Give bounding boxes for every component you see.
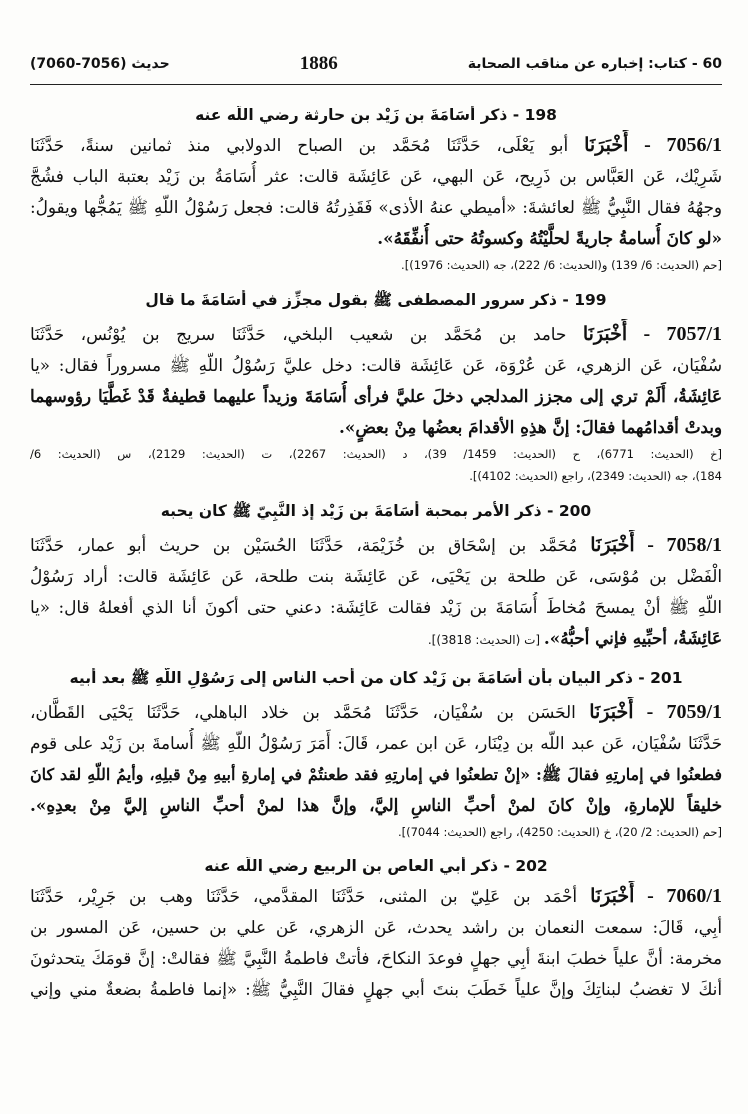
hadith-7059-reference: [حم (الحديث: 2/ 20)، خ (الحديث: 4250)، راجع (الحديث: 7044)].: [397, 825, 722, 839]
section-202-title: 202 - ذكر أبي العاص بن الربيع رضي اللّه عنه: [204, 857, 548, 875]
hadith-7057-line-4: وبدتْ أقدامُهما فقالَ: إنَّ هذِهِ الأقدامَ بعضُها مِنْ بعضٍ».: [339, 417, 722, 437]
text: مُحَمَّد بن إسْحَاق بن خُزَيْمَة، حَدَّثَنَا الحُسَيْن بن حريث أبو عمار، حَدَّثَنَا: [30, 535, 578, 555]
hadith-7059-line-4: خليقاً للإمارةِ، وإنْ كانَ لمنْ أحبِّ الناسِ إليَّ، وإنَّ هذا لمنْ أحبِّ الناسِ إليَّ مِنْ بعدِهِ».: [30, 795, 722, 815]
hadith-7060-line-3: مخرمة: أنَّ علياً خطبَ ابنةَ أبِي جهلٍ فوعدَ النكاحَ، فأتتْ فاطمةُ النَّبِيَّ ﷺ فقالتْ: إنَّ قومَكَ يتحدثونَ: [30, 948, 722, 968]
hadith-7060-line-1: [30, 881, 722, 912]
text: الحَسَن بن سُفْيَان، حَدَّثَنَا مُحَمَّد بن خلاد الباهلي، حَدَّثَنَا يَحْيَى القَطَّان،: [30, 702, 576, 722]
hadith-7058-line-1: [30, 530, 722, 561]
hadith-7057-reference-1: [خ (الحديث: 6771)، ح (الحديث: 1459/ 39)، د (الحديث: 2267)، ت (الحديث: 2129)، س (الحديث: 6/: [30, 447, 722, 461]
hadith-number: 7057/1 -: [627, 323, 722, 345]
hadith-number: 7056/1 -: [628, 134, 722, 156]
hadith-7058-line-3: اللّهِ ﷺ أنْ يمسحَ مُخاطَ أُسَامَةَ بن زَيْد فقالت عَائِشَة: دعني حتى أكونَ أنا الذي أفعلهُ قال: «يا: [30, 597, 722, 617]
text: أحْمَد بن عَلِيّ بن المثنى، حَدَّثَنَا المقدَّمي، حَدَّثَنَا وهب بن جَرِيْر، حَدَّثَنَا: [30, 886, 578, 906]
hadith-7056-line-2: شَرِيْك، عَن العَبَّاس بن ذَرِيح، عَن البهي، عَن عَائِشَة قالت: عثر أُسَامَةُ بن زَيْد بعتبة الباب فشُجَّ: [30, 166, 722, 186]
section-198-title: 198 - ذكر أُسَامَةَ بن زَيْد بن حارثة رضي اللّه عنه: [195, 106, 557, 124]
hadith-7059-line-2: حَدَّثَنَا سُفْيَان، عَن عبد اللّه بن دِيْنَار، عَن ابن عمر، قَالَ: أَمَرَ رَسُوْلُ اللّهِ ﷺ أُسامةَ بن زَيْد على قوم: [30, 733, 722, 753]
hadith-7056-line-1: [30, 130, 722, 161]
prophet-quote: عَائِشَةُ، أحبِّيهِ فإني أحبُّهُ».: [543, 628, 722, 648]
hadith-7057-line-3: عَائِشَةُ، أَلَمْ تري إلى مجزز المدلجي دخلَ عليَّ فرأى أُسَامَةَ وزيداً عليهما قطيفةٌ قَدْ غَطَّيَا رؤوسهما: [30, 386, 722, 406]
hadith-7056-line-3: وجهُهُ فقال النَّبِيُّ ﷺ لعائشةَ: «أميطي عنهُ الأذى» فَقَذِرتُهُ قالت: فجعل رَسُوْلُ اللّهِ ﷺ يَمُجُّها ويقولُ:: [30, 197, 722, 217]
section-201-title: 201 - ذكر البيان بأن أُسَامَةَ بن زَيْد كان من أحب الناس إلى رَسُوْلِ اللّهِ ﷺ بعد أبيه: [69, 669, 683, 687]
hadith-7057-line-1: [30, 319, 722, 350]
text: حامد بن مُحَمَّد بن شعيب البلخي، حَدَّثَنَا سريج بن يُوْنُس، حَدَّثَنَا: [30, 324, 567, 344]
hadith-7058-line-2: الْفَضْل بن مُوْسَى، عَن طلحة بن يَحْيَى، عَن عَائِشَة بنت طلحة، عَن عَائِشَة قالت: أراد رَسُوْلُ: [30, 566, 722, 586]
text: أبو يَعْلَى، حَدَّثَنَا مُحَمَّد بن الصباح الدولابي منذ ثمانين سنةً، حَدَّثَنَا: [30, 135, 569, 155]
hadith-number: 7060/1 -: [634, 885, 722, 907]
section-199-title: 199 - ذكر سرور المصطفى ﷺ بقول مجزِّز في أُسَامَةَ ما قال: [145, 291, 607, 309]
akhbarana: أَخْبَرَنَا: [582, 323, 628, 345]
hadith-range: حديث (7056-7060): [30, 56, 170, 72]
hadith-7060-line-4: أنكَ لا تغضبُ لبناتِكَ وإنَّ علياً خَطَبَ بنتَ أبي جهلٍ فقالَ النَّبِيُّ ﷺ: «إنما فاطمةُ بضعةٌ مني وإني: [30, 979, 722, 999]
hadith-7058-line-4: [30, 623, 722, 654]
hadith-7056-line-4: «لو كانَ أُسامةُ جاريةً لحلَّيْتُهُ وكسوتُهُ حتى أُنفِّقَهُ».: [377, 228, 722, 248]
hadith-7057-reference-2: 184)، جه (الحديث: 2349)، راجع (الحديث: 4102)].: [469, 469, 722, 483]
page-header: [30, 44, 722, 85]
hadith-7057-line-2: سُفْيَان، عَن الزهري، عَن عُرْوَة، عَن عَائِشَة قالت: دخل عليَّ رَسُوْلُ اللّهِ ﷺ مسروراً فقال: «يا: [30, 355, 722, 375]
akhbarana: أَخْبَرَنَا: [589, 701, 634, 723]
hadith-number: 7059/1 -: [633, 701, 722, 723]
hadith-7059-line-3: فطعنُوا في إمارتِهِ فقالَ ﷺ: «إنْ تطعنُوا في إمارتِهِ فقد طعنتُمْ في إمارةِ أبيهِ مِنْ قبلِهِ، وأيمُ اللّهِ لقد كانَ: [30, 765, 722, 784]
akhbarana: أَخْبَرَنَا: [590, 534, 635, 556]
section-200-title: 200 - ذكر الأمر بمحبة أُسَامَةَ بن زَيْد إذ النَّبِيّ ﷺ كان يحبه: [160, 502, 592, 520]
hadith-7059-line-1: [30, 697, 722, 728]
page-number: 1886: [299, 53, 338, 74]
hadith-7058-reference: [ت (الحديث: 3818)].: [427, 633, 544, 647]
chapter-running-title: 60 - كتاب: إخباره عن مناقب الصحابة: [467, 56, 722, 72]
akhbarana: أَخْبَرَنَا: [590, 885, 635, 907]
page-content: [30, 92, 722, 1005]
akhbarana: أَخْبَرَنَا: [584, 134, 629, 156]
hadith-7060-line-2: أبِي، قَالَ: سمعت النعمان بن راشد يحدث، عَن الزهري، عَن علي بن حسين، عَن المسور بن: [30, 917, 722, 937]
hadith-number: 7058/1 -: [634, 534, 722, 556]
hadith-7056-reference: [حم (الحديث: 6/ 139) و(الحديث: 6/ 222)، جه (الحديث: 1976)].: [401, 258, 722, 272]
